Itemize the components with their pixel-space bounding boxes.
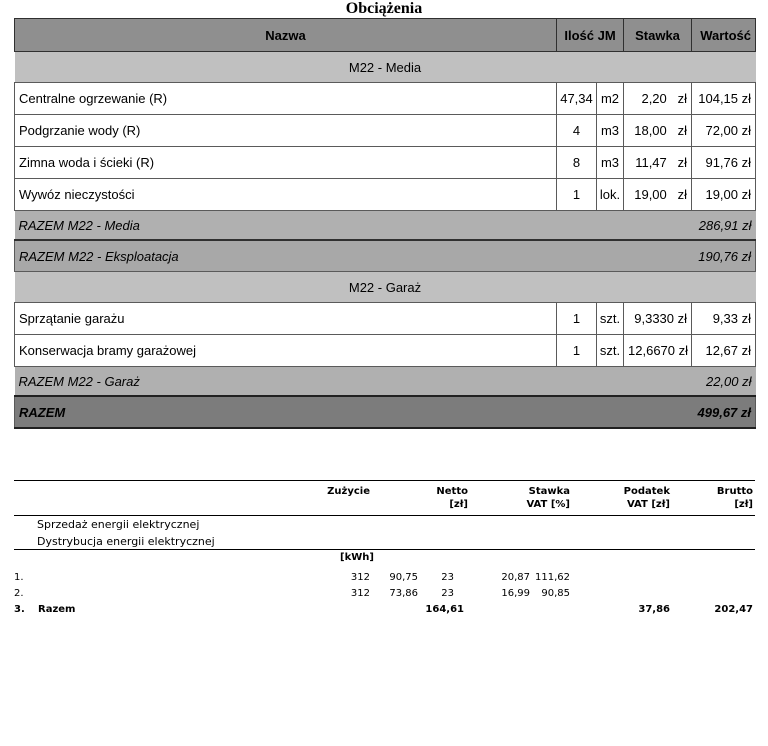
item-qty: 47,34	[557, 83, 597, 115]
item-unit: m3	[597, 147, 624, 179]
header-vat-amount-line1: Podatek	[623, 486, 670, 497]
item-name: Sprzątanie garażu	[15, 303, 557, 335]
section-header-media	[15, 52, 756, 83]
item-rate: 12,6670 zł	[624, 335, 692, 367]
subtotal-row-garage	[15, 367, 756, 397]
item-value: 9,33 zł	[692, 303, 756, 335]
header-netto-line2: [zł]	[449, 499, 468, 510]
header-vat-rate	[504, 485, 570, 511]
item-rate	[624, 115, 692, 147]
item-unit: m2	[597, 83, 624, 115]
item-rate	[624, 179, 692, 211]
subtotal-row-eksploatacja	[15, 240, 756, 272]
grand-total-row	[15, 396, 756, 428]
item-rate	[624, 83, 692, 115]
row-vat-amount: 20,87	[501, 572, 530, 583]
table-row	[15, 147, 756, 179]
subtotal-label: RAZEM M22 - Media	[15, 211, 692, 241]
description-line: Sprzedaż energii elektrycznej	[37, 518, 200, 531]
subtotal-label: RAZEM M22 - Garaż	[15, 367, 692, 397]
row-gross: 90,85	[541, 588, 570, 599]
item-unit: m3	[597, 115, 624, 147]
section-title: M22 - Garaż	[15, 272, 756, 303]
item-value: 91,76 zł	[692, 147, 756, 179]
item-rate-currency: zł	[677, 187, 688, 202]
section-header-garage	[15, 272, 756, 303]
subtotal-row-media	[15, 211, 756, 241]
item-name: Zimna woda i ścieki (R)	[15, 147, 557, 179]
energy-invoice-excerpt	[14, 480, 755, 640]
header-value: Wartość	[692, 19, 756, 52]
description-line: Dystrybucja energii elektrycznej	[37, 535, 215, 548]
item-value: 19,00 zł	[692, 179, 756, 211]
divider	[14, 515, 755, 516]
header-gross-line1: Brutto	[716, 486, 753, 497]
row-netto: 73,86	[389, 588, 418, 599]
total-gross: 202,47	[714, 604, 753, 615]
item-value: 104,15 zł	[692, 83, 756, 115]
item-rate-value: 2,20	[641, 91, 667, 106]
header-rate: Stawka	[624, 19, 692, 52]
item-rate-value: 19,00	[634, 187, 667, 202]
total-label: RAZEM	[15, 396, 692, 428]
item-qty: 1	[557, 335, 597, 367]
header-vat-rate-line2: VAT [%]	[526, 499, 570, 510]
total-netto: 164,61	[425, 604, 464, 615]
total-number: 3.	[14, 604, 25, 615]
row-vat-rate: 23	[441, 572, 454, 583]
item-unit: szt.	[597, 303, 624, 335]
item-rate-currency: zł	[677, 91, 688, 106]
item-qty: 1	[557, 303, 597, 335]
item-name: Podgrzanie wody (R)	[15, 115, 557, 147]
header-netto-line1: Netto	[436, 486, 468, 497]
table-row	[15, 303, 756, 335]
item-rate-value: 18,00	[634, 123, 667, 138]
header-netto	[414, 485, 468, 511]
subtotal-value: 190,76 zł	[692, 240, 756, 272]
item-name: Wywóz nieczystości	[15, 179, 557, 211]
item-name: Centralne ogrzewanie (R)	[15, 83, 557, 115]
total-value: 499,67 zł	[692, 396, 756, 428]
item-value: 72,00 zł	[692, 115, 756, 147]
header-gross	[694, 485, 753, 511]
header-vat-amount	[604, 485, 670, 511]
header-vat-rate-line1: Stawka	[528, 486, 570, 497]
row-vat-amount: 16,99	[501, 588, 530, 599]
item-unit: lok.	[597, 179, 624, 211]
header-name: Nazwa	[15, 19, 557, 52]
row-number: 1.	[14, 572, 24, 583]
item-rate-currency: zł	[677, 155, 688, 170]
item-rate-currency: zł	[677, 123, 688, 138]
subtotal-value: 22,00 zł	[692, 367, 756, 397]
header-gross-line2: [zł]	[734, 499, 753, 510]
divider	[14, 549, 755, 550]
item-rate: 9,3330 zł	[624, 303, 692, 335]
item-unit: szt.	[597, 335, 624, 367]
item-rate-value: 11,47	[635, 155, 667, 170]
row-vat-rate: 23	[441, 588, 454, 599]
section-title: M22 - Media	[15, 52, 756, 83]
total-vat-amount: 37,86	[638, 604, 670, 615]
item-qty: 4	[557, 115, 597, 147]
row-usage: 312	[350, 572, 370, 583]
table-row	[15, 335, 756, 367]
table-row	[15, 179, 756, 211]
page-title: Obciążenia	[345, 0, 423, 17]
item-name: Konserwacja bramy garażowej	[15, 335, 557, 367]
row-netto: 90,75	[389, 572, 418, 583]
row-usage: 312	[350, 588, 370, 599]
subtotal-label: RAZEM M22 - Eksploatacja	[15, 240, 692, 272]
header-qty-unit: Ilość JM	[557, 19, 624, 52]
item-rate	[624, 147, 692, 179]
total-label: Razem	[38, 604, 76, 615]
header-vat-amount-line2: VAT [zł]	[627, 499, 670, 510]
row-number: 2.	[14, 588, 24, 599]
table-row	[15, 83, 756, 115]
table-row	[15, 115, 756, 147]
usage-unit: [kWh]	[340, 552, 374, 563]
charges-table	[14, 18, 756, 429]
header-usage: Zużycie	[327, 486, 370, 497]
divider	[14, 480, 755, 481]
item-value: 12,67 zł	[692, 335, 756, 367]
subtotal-value: 286,91 zł	[692, 211, 756, 241]
item-qty: 8	[557, 147, 597, 179]
row-gross: 111,62	[535, 572, 570, 583]
table-header	[15, 19, 756, 52]
item-qty: 1	[557, 179, 597, 211]
